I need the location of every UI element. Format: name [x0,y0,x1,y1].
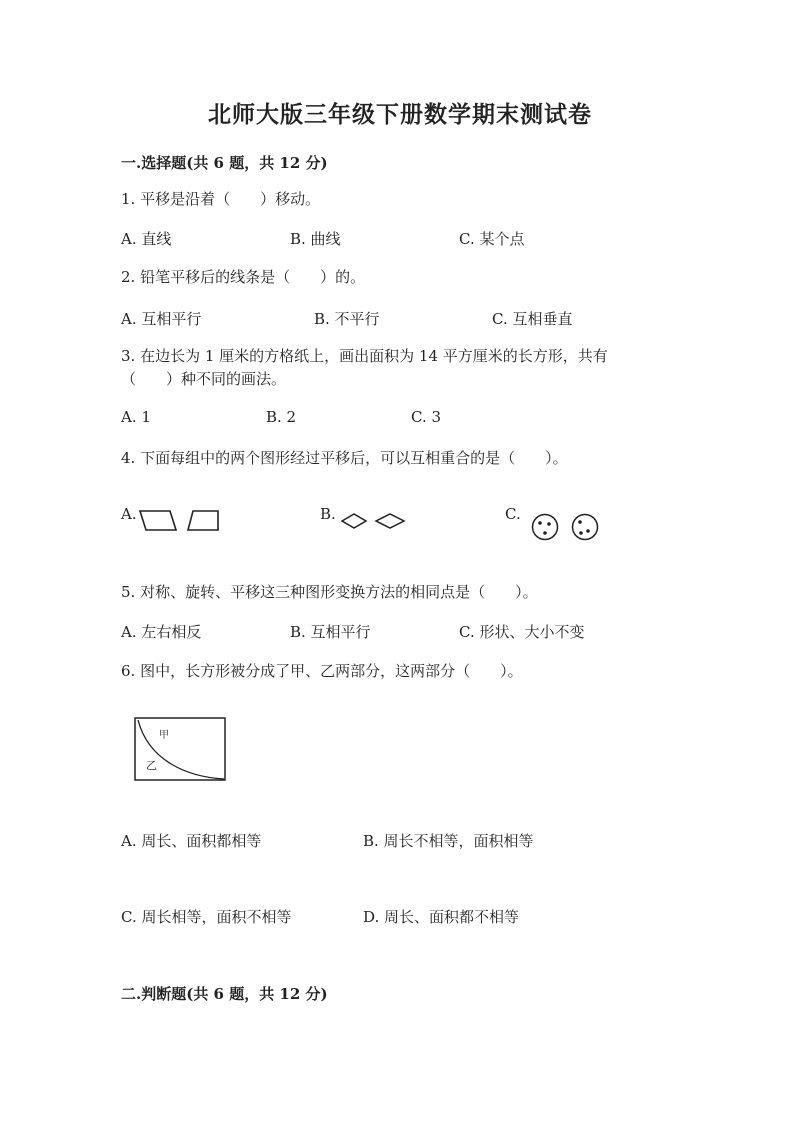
page-title: 北师大版三年级下册数学期末测试卷 [208,101,592,128]
section-heading-choice: 一.选择题(共 6 题，共 12 分) [121,154,328,172]
question-4: 4. 下面每组中的两个图形经过平移后，可以互相重合的是（ ）。 [121,449,568,467]
q4-figure-a-parallelograms [138,508,228,534]
question-5: 5. 对称、旋转、平移这三种图形变换方法的相同点是（ ）。 [121,583,538,601]
section-heading-judgment: 二.判断题(共 6 题，共 12 分) [121,985,328,1003]
q6-option-b: B. 周长不相等，面积相等 [363,832,534,850]
q3-option-a: A. 1 [121,408,151,426]
q4-figure-c-circles [530,512,605,542]
question-1: 1. 平移是沿着（ ）移动。 [121,190,321,208]
q1-option-c: C. 某个点 [459,230,525,248]
question-6: 6. 图中，长方形被分成了甲、乙两部分，这两部分（ ）。 [121,662,523,680]
question-3-line-1: 3. 在边长为 1 厘米的方格纸上，画出面积为 14 平方厘米的长方形，共有 [121,347,608,365]
q5-option-b: B. 互相平行 [290,623,371,641]
q2-option-c: C. 互相垂直 [492,310,573,328]
q6-option-d: D. 周长、面积都不相等 [363,908,520,926]
q4-option-b-label: B. [320,505,336,523]
question-3-line-2: （ ）种不同的画法。 [121,370,287,388]
q4-option-a-label: A. [121,505,137,523]
q4-figure-b-rhombuses [340,512,410,532]
question-2: 2. 铅笔平移后的线条是（ ）的。 [121,268,366,286]
q6-label-yi: 乙 [146,759,157,772]
q3-option-b: B. 2 [266,408,297,426]
q4-option-c-label: C. [505,505,521,523]
q5-option-a: A. 左右相反 [121,623,202,641]
q6-option-c: C. 周长相等，面积不相等 [121,908,292,926]
q1-option-a: A. 直线 [121,230,172,248]
q2-option-b: B. 不平行 [314,310,380,328]
q6-label-jia: 甲 [159,730,169,741]
q3-option-c: C. 3 [411,408,442,426]
q5-option-c: C. 形状、大小不变 [459,623,585,641]
q6-option-a: A. 周长、面积都相等 [121,832,262,850]
q2-option-a: A. 互相平行 [121,310,202,328]
q6-rectangle-figure [134,717,228,783]
q1-option-b: B. 曲线 [290,230,341,248]
